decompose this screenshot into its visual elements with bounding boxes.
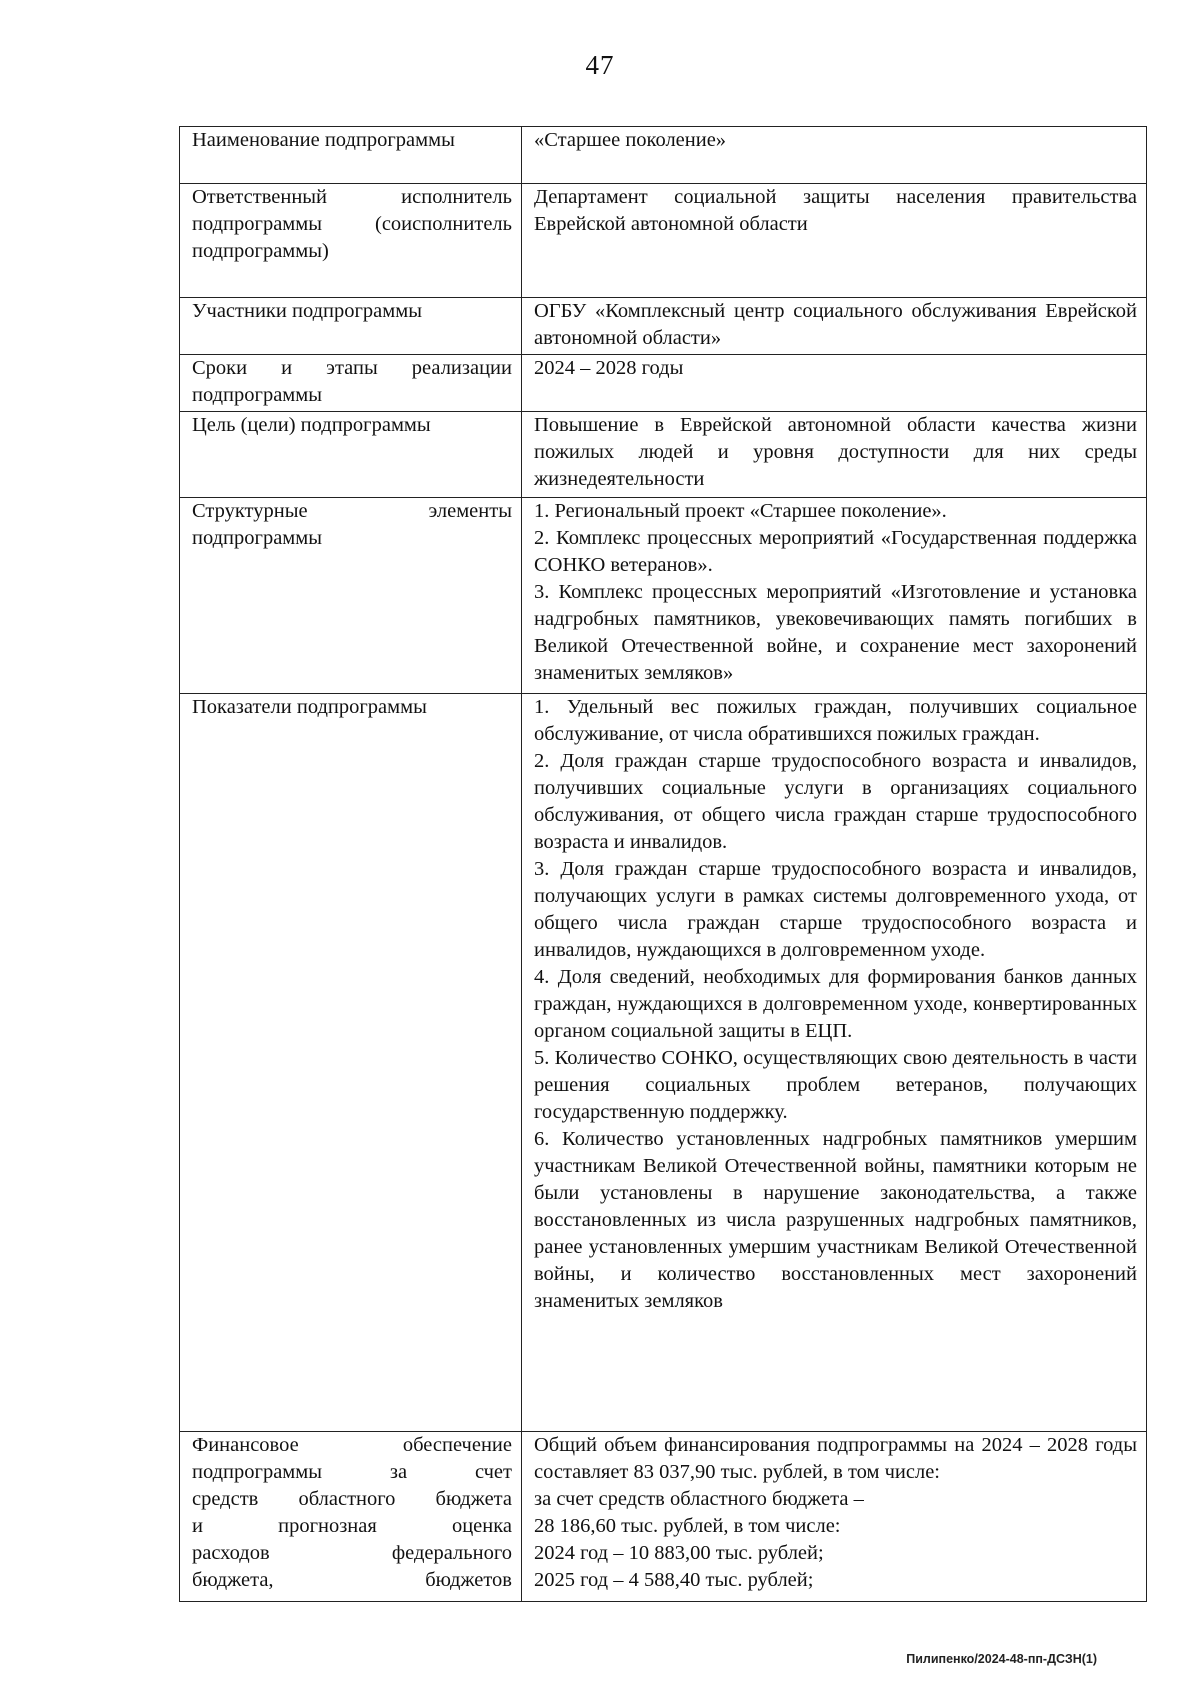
table-row [180, 498, 1147, 694]
row-label: Цель (цели) подпрограммы [180, 412, 522, 498]
row-label: Структурные элементы подпрограммы [180, 498, 522, 694]
table-row [180, 1432, 1147, 1602]
value-line: Повышение в Еврейской автономной области качества жизни пожилых людей и уровня доступности для них среды жизнедеятельности [534, 414, 1137, 490]
value-line: 5. Количество СОНКО, осуществляющих свою деятельность в части решения социальных проблем ветеранов, получающих государственную поддержку. [534, 1047, 1137, 1123]
row-value [522, 412, 1147, 498]
row-label [180, 1432, 522, 1602]
value-line: ОГБУ «Комплексный центр социального обслуживания Еврейской автономной области» [534, 300, 1137, 349]
value-line: Общий объем финансирования подпрограммы на 2024 – 2028 годы составляет 83 037,90 тыс. рублей, в том числе: [534, 1434, 1137, 1483]
row-value [522, 1432, 1147, 1602]
value-line: 1. Региональный проект «Старшее поколение». [534, 500, 947, 522]
table-row [180, 127, 1147, 184]
table-row [180, 412, 1147, 498]
row-label: Показатели подпрограммы [180, 694, 522, 1432]
row-value [522, 298, 1147, 355]
value-line: 4. Доля сведений, необходимых для формирования банков данных граждан, нуждающихся в долговременном уходе, конвертированных органом социальной защиты в ЕЦП. [534, 966, 1137, 1042]
label-line: средств областного бюджета [192, 1488, 512, 1510]
row-label: Ответственный исполнитель подпрограммы (соисполнитель подпрограммы) [180, 184, 522, 298]
row-value [522, 355, 1147, 412]
page-number: 47 [585, 50, 615, 80]
row-value [522, 498, 1147, 694]
value-line: 2024 год – 10 883,00 тыс. рублей; [534, 1542, 824, 1564]
value-line: 3. Комплекс процессных мероприятий «Изготовление и установка надгробных памятников, увековечивающих память погибших в Великой Отечественной войне, и сохранение мест захоронений знаменитых земляков» [534, 581, 1137, 684]
value-line: за счет средств областного бюджета – [534, 1488, 864, 1510]
table-row [180, 298, 1147, 355]
value-line: 2025 год – 4 588,40 тыс. рублей; [534, 1569, 814, 1591]
document-reference: Пилипенко/2024-48-пп-ДСЗН(1) [906, 1652, 1097, 1666]
row-label: Участники подпрограммы [180, 298, 522, 355]
value-line: 28 186,60 тыс. рублей, в том числе: [534, 1515, 841, 1537]
table-row [180, 355, 1147, 412]
table-row [180, 184, 1147, 298]
value-line: Департамент социальной защиты населения правительства Еврейской автономной области [534, 186, 1137, 235]
label-line: и прогнозная оценка [192, 1515, 512, 1537]
label-line: подпрограммы за счет [192, 1461, 512, 1483]
value-line: «Старшее поколение» [534, 129, 727, 151]
label-line: Финансовое обеспечение [192, 1434, 512, 1456]
row-value [522, 184, 1147, 298]
value-line: 2024 – 2028 годы [534, 357, 684, 379]
value-line: 6. Количество установленных надгробных памятников умершим участникам Великой Отечественной войны, памятники которым не были установлены в нарушение законодательства, а также восстановленных из числа разрушенных надгробных памятников, ранее установленных умершим участникам Великой Отечественной войны, и количество восстановленных мест захоронений знаменитых земляков [534, 1128, 1137, 1312]
row-value [522, 694, 1147, 1432]
table-row [180, 694, 1147, 1432]
value-line: 2. Комплекс процессных мероприятий «Государственная поддержка СОНКО ветеранов». [534, 527, 1137, 576]
label-line: расходов федерального [192, 1542, 512, 1564]
row-label: Наименование подпрограммы [180, 127, 522, 184]
row-label: Сроки и этапы реализации подпрограммы [180, 355, 522, 412]
subprogram-passport-table [179, 126, 1147, 1602]
value-line: 3. Доля граждан старше трудоспособного возраста и инвалидов, получающих услуги в рамках системы долговременного ухода, от общего числа граждан старше трудоспособного возраста и инвалидов, нуждающихся в долговременном уходе. [534, 858, 1137, 961]
label-line: бюджета, бюджетов [192, 1569, 512, 1591]
value-line: 1. Удельный вес пожилых граждан, получивших социальное обслуживание, от числа обратившихся пожилых граждан. [534, 696, 1137, 745]
value-line: 2. Доля граждан старше трудоспособного возраста и инвалидов, получивших социальные услуги в организациях социального обслуживания, от общего числа граждан старше трудоспособного возраста и инвалидов. [534, 750, 1137, 853]
row-value [522, 127, 1147, 184]
